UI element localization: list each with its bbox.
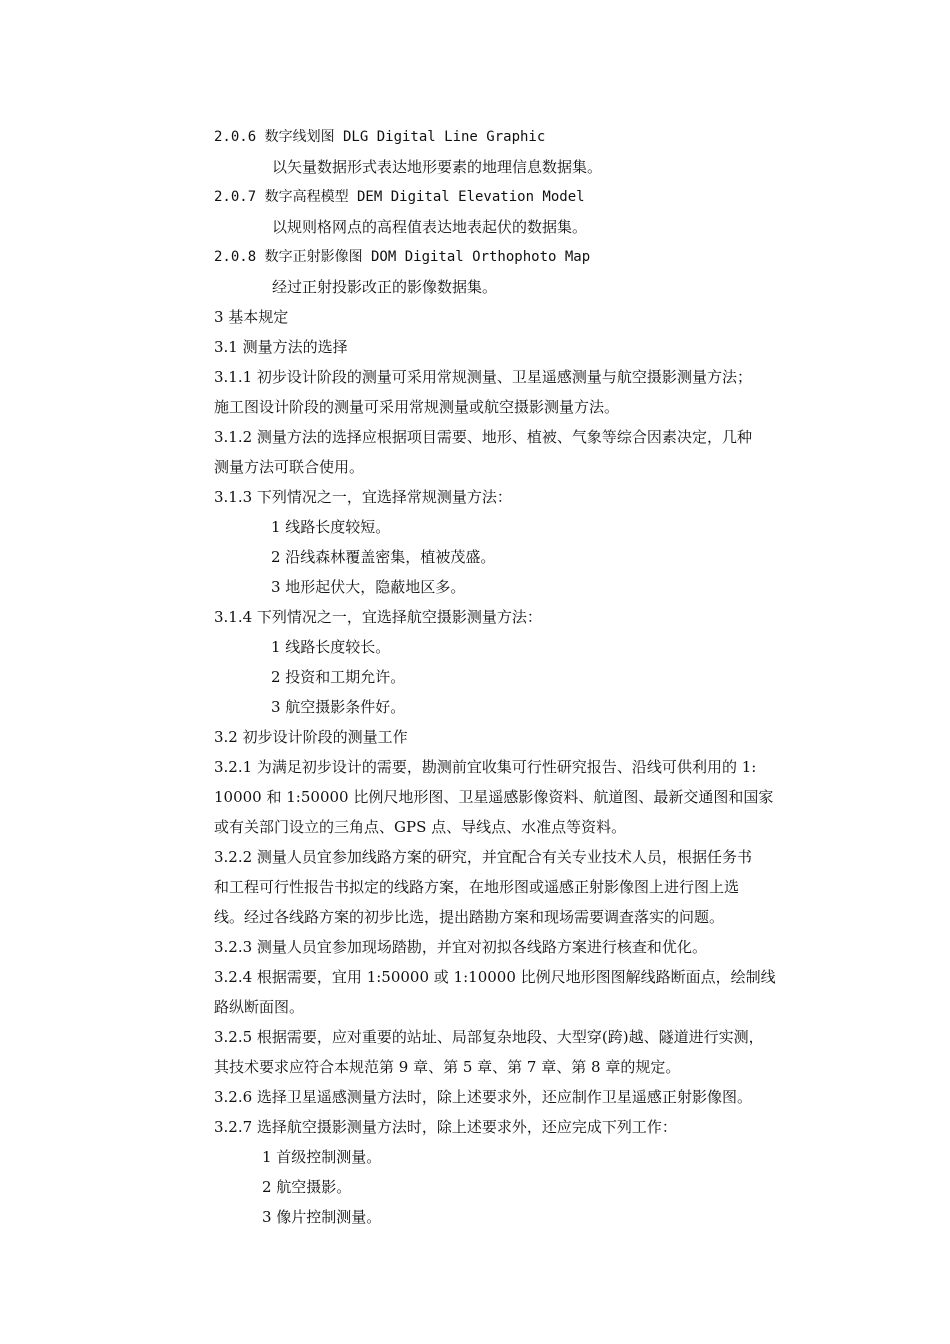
definition-2-0-6: 以矢量数据形式表达地形要素的地理信息数据集。: [272, 158, 603, 176]
clause-3-2-7: 3.2.7 选择航空摄影测量方法时，除上述要求外，还应完成下列工作：: [214, 1118, 677, 1136]
clause-3-1-3: 3.1.3 下列情况之一，宜选择常规测量方法：: [214, 488, 512, 506]
section-heading-3-2: 3.2 初步设计阶段的测量工作: [214, 728, 408, 746]
clause-3-2-2-line-1: 3.2.2 测量人员宜参加线路方案的研究，并宜配合有关专业技术人员，根据任务书: [214, 848, 752, 866]
clause-3-2-2-line-3: 线。经过各线路方案的初步比选，提出踏勘方案和现场需要调查落实的问题。: [214, 908, 725, 926]
clause-3-2-3: 3.2.3 测量人员宜参加现场踏勘，并宜对初拟各线路方案进行核查和优化。: [214, 938, 707, 956]
clause-3-1-1-line-1: 3.1.1 初步设计阶段的测量可采用常规测量、卫星遥感测量与航空摄影测量方法；: [214, 368, 752, 386]
definition-2-0-8: 经过正射投影改正的影像数据集。: [272, 278, 498, 296]
clause-3-2-4-line-2: 路纵断面图。: [214, 998, 305, 1016]
clause-3-2-1-line-2: 10000 和 1:50000 比例尺地形图、卫星遥感影像资料、航道图、最新交通图和国家: [214, 788, 774, 806]
clause-3-2-5-line-2: 其技术要求应符合本规范第 9 章、第 5 章、第 7 章、第 8 章的规定。: [214, 1058, 681, 1076]
term-2-0-7: 2.0.7 数字高程模型 DEM Digital Elevation Model: [214, 189, 585, 205]
term-2-0-8: 2.0.8 数字正射影像图 DOM Digital Orthophoto Map: [214, 249, 591, 265]
clause-3-2-1-line-1: 3.2.1 为满足初步设计的需要，勘测前宜收集可行性研究报告、沿线可供利用的 1:: [214, 758, 757, 776]
clause-3-1-2-line-2: 测量方法可联合使用。: [214, 458, 365, 476]
list-item: 3 地形起伏大，隐蔽地区多。: [271, 578, 466, 596]
clause-3-1-4: 3.1.4 下列情况之一，宜选择航空摄影测量方法：: [214, 608, 542, 626]
clause-3-2-1-line-3: 或有关部门设立的三角点、GPS 点、导线点、水准点等资料。: [214, 818, 627, 836]
list-item: 2 航空摄影。: [262, 1178, 352, 1196]
list-item: 2 投资和工期允许。: [271, 668, 406, 686]
list-item: 1 线路长度较长。: [271, 638, 391, 656]
definition-2-0-7: 以规则格网点的高程值表达地表起伏的数据集。: [272, 218, 588, 236]
list-item: 1 线路长度较短。: [271, 518, 391, 536]
list-item: 2 沿线森林覆盖密集，植被茂盛。: [271, 548, 496, 566]
clause-3-2-5-line-1: 3.2.5 根据需要，应对重要的站址、局部复杂地段、大型穿(跨)越、隧道进行实测，: [214, 1028, 764, 1046]
list-item: 3 航空摄影条件好。: [271, 698, 406, 716]
list-item: 3 像片控制测量。: [262, 1208, 382, 1226]
list-item: 1 首级控制测量。: [262, 1148, 382, 1166]
clause-3-2-2-line-2: 和工程可行性报告书拟定的线路方案，在地形图或遥感正射影像图上进行图上选: [214, 878, 740, 896]
clause-3-1-2-line-1: 3.1.2 测量方法的选择应根据项目需要、地形、植被、气象等综合因素决定，几种: [214, 428, 752, 446]
clause-3-2-6: 3.2.6 选择卫星遥感测量方法时，除上述要求外，还应制作卫星遥感正射影像图。: [214, 1088, 752, 1106]
section-heading-3: 3 基本规定: [214, 308, 289, 326]
term-2-0-6: 2.0.6 数字线划图 DLG Digital Line Graphic: [214, 129, 546, 145]
document-body: [214, 122, 814, 1232]
section-heading-3-1: 3.1 测量方法的选择: [214, 338, 348, 356]
clause-3-1-1-line-2: 施工图设计阶段的测量可采用常规测量或航空摄影测量方法。: [214, 398, 620, 416]
clause-3-2-4-line-1: 3.2.4 根据需要，宜用 1:50000 或 1:10000 比例尺地形图图解线路断面点，绘制线: [214, 968, 776, 986]
